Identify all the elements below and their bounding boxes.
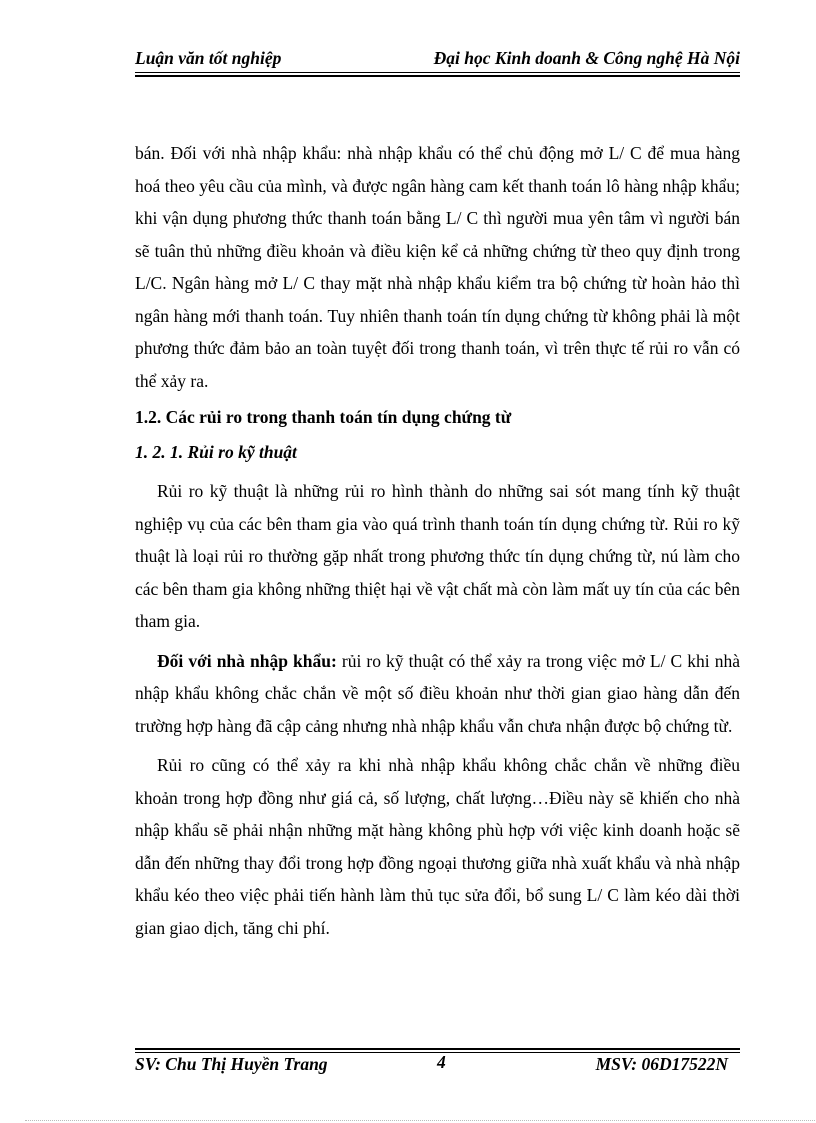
header-divider (135, 72, 740, 77)
page-body (135, 137, 740, 944)
paragraph-3-lead: Đối với nhà nhập khẩu: (157, 650, 337, 671)
page-edge-dotted-line (25, 1120, 815, 1121)
paragraph-1: bán. Đối với nhà nhập khẩu: nhà nhập khẩu có thể chủ động mở L/ C để mua hàng hoá theo yêu cầu của mình, và được ngân hàng cam kết thanh toán lô hàng nhập khẩu; khi vận dụng phương thức thanh toán bằng L/ C thì người mua yên tâm vì người bán sẽ tuân thủ những điều khoản và điều kiện kể cả những chứng từ theo quy định trong L/C. Ngân hàng mở L/ C thay mặt nhà nhập khẩu kiểm tra bộ chứng từ hoàn hảo thì ngân hàng mới thanh toán. Tuy nhiên thanh toán tín dụng chứng từ không phải là một phương thức đảm bảo an toàn tuyệt đối trong thanh toán, vì trên thực tế rủi ro vẫn có thể xảy ra. (135, 143, 740, 391)
footer-student-id: MSV: 06D17522N (595, 1054, 728, 1074)
paragraph-3-text: rủi ro kỹ thuật có thể xảy ra trong việc mở L/ C khi nhà nhập khẩu không chắc chắn về một số điều khoản như thời gian giao hàng dẫn đến trường hợp hàng đã cập cảng nhưng nhà nhập khẩu vẫn chưa nhận được bộ chứng từ. (135, 650, 740, 736)
page-footer (135, 1054, 740, 1078)
page-number: 4 (437, 1052, 446, 1072)
footer-student-name: SV: Chu Thị Huyền Trang (135, 1054, 328, 1074)
paragraph-4: Rủi ro cũng có thể xảy ra khi nhà nhập khẩu không chắc chắn về những điều khoản trong hợp đồng như giá cả, số lượng, chất lượng…Điều này sẽ khiến cho nhà nhập khẩu sẽ phải nhận những mặt hàng không phù hợp với việc kinh doanh hoặc sẽ dẫn đến những thay đổi trong hợp đồng ngoại thương giữa nhà xuất khẩu và nhà nhập khẩu kéo theo việc phải tiến hành làm thủ tục sửa đổi, bổ sung L/ C làm kéo dài thời gian giao dịch, tăng chi phí. (135, 755, 740, 938)
page-header (135, 48, 740, 72)
header-university: Đại học Kinh doanh & Công nghệ Hà Nội (433, 48, 740, 68)
paragraph-3 (135, 645, 740, 743)
header-thesis-label: Luận văn tốt nghiệp (135, 48, 282, 68)
paragraph-2: Rủi ro kỹ thuật là những rủi ro hình thành do những sai sót mang tính kỹ thuật nghiệp vụ của các bên tham gia vào quá trình thanh toán tín dụng chứng từ. Rủi ro kỹ thuật là loại rủi ro thường gặp nhất trong phương thức tín dụng chứng từ, nú làm cho các bên tham gia không những thiệt hại về vật chất mà còn làm mất uy tín của các bên tham gia. (135, 481, 740, 631)
subsection-heading: 1. 2. 1. Rủi ro kỹ thuật (135, 441, 297, 462)
section-heading: 1.2. Các rủi ro trong thanh toán tín dụng chứng từ (135, 407, 512, 427)
